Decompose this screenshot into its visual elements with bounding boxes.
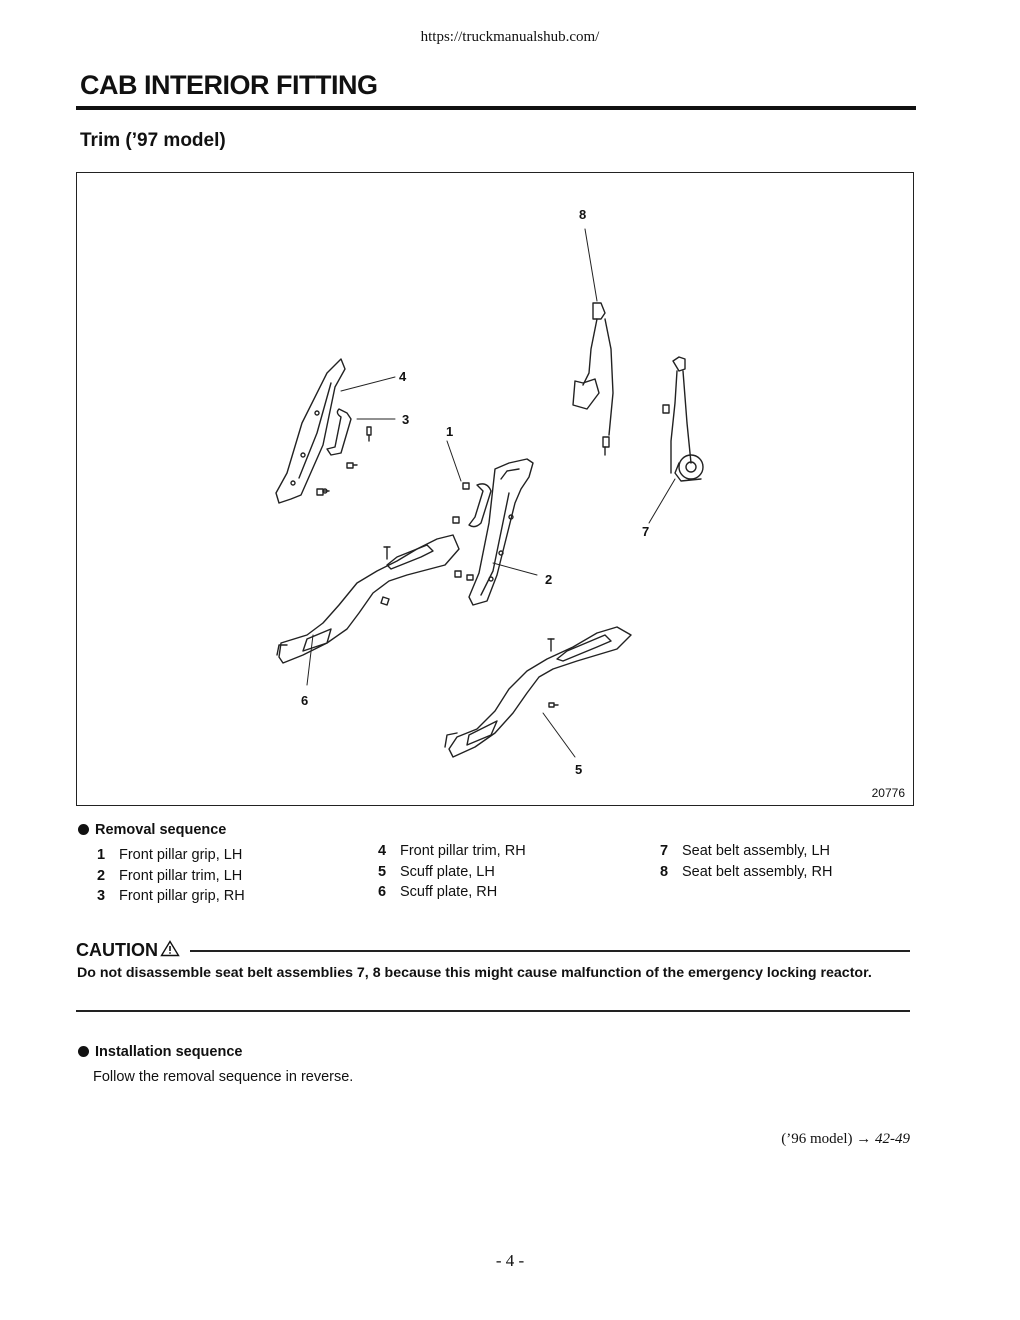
list-item: 8 Seat belt assembly, RH: [660, 863, 833, 880]
title-rule: [76, 106, 916, 110]
figure-number: 20776: [871, 786, 905, 800]
list-item: 3 Front pillar grip, RH: [97, 888, 245, 904]
part-3-front-pillar-grip-rh: [317, 409, 371, 495]
list-item: 2 Front pillar trim, LH: [97, 867, 243, 884]
list-item: 1 Front pillar grip, LH: [97, 847, 243, 863]
list-item: 7 Seat belt assembly, LH: [660, 843, 831, 859]
part-5-scuff-plate: [445, 627, 631, 757]
installation-text: Follow the removal sequence in reverse.: [93, 1069, 354, 1085]
caution-rule: [190, 950, 910, 952]
callout-7: 7: [642, 524, 650, 539]
caution-heading: [76, 940, 180, 961]
removal-heading: [78, 822, 226, 838]
callout-8: 8: [579, 207, 587, 222]
part-4-front-pillar-trim-rh: [276, 359, 345, 503]
page-title: CAB INTERIOR FITTING: [80, 70, 378, 100]
caution-bottom-rule: [76, 1010, 910, 1012]
list-item: 5 Scuff plate, LH: [378, 863, 495, 880]
removal-list-col-2: [378, 841, 526, 903]
list-item: 4 Front pillar trim, RH: [378, 843, 526, 859]
callout-3: 3: [402, 412, 410, 427]
section-title: Trim (’97 model): [80, 130, 226, 151]
exploded-diagram: [76, 172, 914, 806]
xref-prefix: (’96 model) →: [781, 1131, 872, 1147]
part-6-scuff-plate: [277, 535, 459, 663]
caution-text: Do not disassemble seat belt assemblies 7, 8 because this might cause malfunction of the emergency locking reactor.: [77, 965, 872, 981]
page-number: - 4 -: [495, 1251, 525, 1270]
part-8-seat-belt-rh: [573, 303, 613, 455]
removal-list-col-3: [660, 841, 832, 882]
callout-5: 5: [575, 762, 583, 777]
part-1-front-pillar-grip-lh: [453, 483, 491, 527]
removal-list-col-1: [97, 845, 245, 907]
warning-triangle-icon: [160, 940, 180, 957]
cross-reference: [781, 1131, 910, 1148]
part-7-seat-belt-lh: [663, 357, 703, 481]
callout-6: 6: [301, 693, 309, 708]
removal-heading-text: Removal sequence: [95, 822, 227, 838]
installation-heading: [78, 1044, 242, 1060]
bullet-icon: [78, 824, 89, 835]
callout-4: 4: [399, 369, 407, 384]
callout-1: 1: [446, 424, 454, 439]
callout-2: 2: [545, 572, 553, 587]
xref-pages: 42-49: [875, 1131, 910, 1147]
diagram-drawing: [77, 173, 915, 807]
source-url: https://truckmanualshub.com/: [420, 29, 600, 45]
part-2-front-pillar-trim-lh: [469, 459, 533, 605]
installation-heading-text: Installation sequence: [95, 1044, 243, 1060]
bullet-icon: [78, 1046, 89, 1057]
caution-title: CAUTION: [76, 940, 158, 960]
loose-fasteners: [381, 547, 558, 707]
list-item: 6 Scuff plate, RH: [378, 884, 498, 900]
